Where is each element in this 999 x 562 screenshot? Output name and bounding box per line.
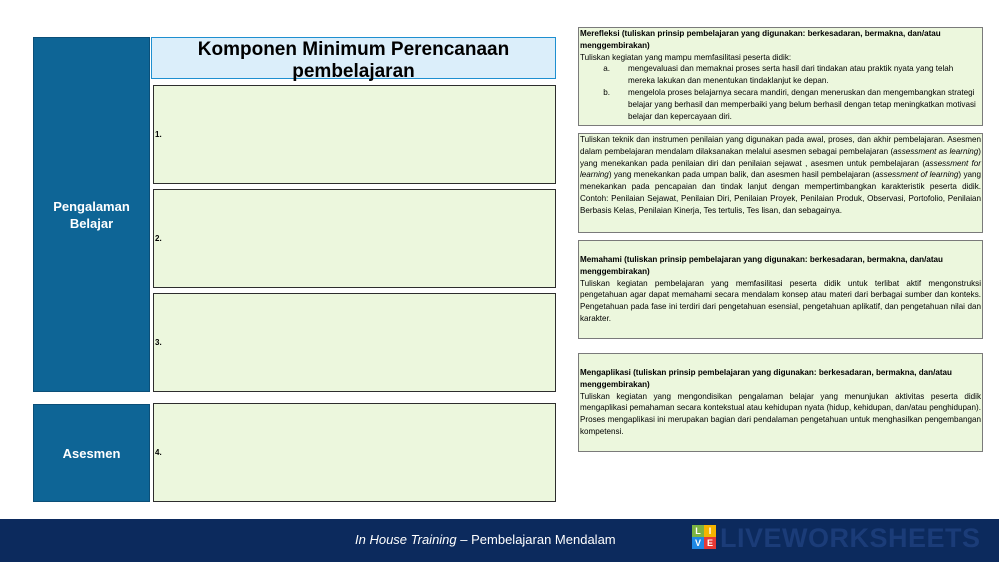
- memahami-heading: Memahami (tuliskan prinsip pembelajaran yang digunakan: berkesadaran, bermakna, dan/atau menggembirakan): [580, 255, 943, 276]
- info-mengaplikasi: [578, 353, 983, 452]
- memahami-body: Tuliskan kegiatan pembelajaran yang memfasilitasi peserta didik untuk terlibat aktif mengonstruksi pengetahuan agar dapat memahami secara mendalam konsep atau materi dari berbagai sumber dan konteks. Pengetahuan pada fase ini terdiri dari pengetahuan esensial, pengetahuan aplikatif, dan pengetahuan nilai dan karakter.: [580, 278, 981, 323]
- mengaplikasi-heading: Mengaplikasi (tuliskan prinsip pembelajaran yang digunakan: berkesadaran, bermakna, dan/atau menggembirakan): [580, 368, 952, 389]
- answer-number: 2.: [155, 234, 162, 243]
- answer-number: 4.: [155, 448, 162, 457]
- footer-bar: [0, 519, 999, 562]
- liveworksheets-logo-icon: L I V E: [692, 525, 716, 549]
- footer-caption: In House Training – Pembelajaran Mendalam: [355, 532, 616, 547]
- list-item: [580, 63, 981, 87]
- sidebar-pengalaman-label: Pengalaman Belajar: [53, 198, 130, 231]
- answer-box-2[interactable]: [153, 189, 556, 288]
- list-item: [580, 87, 981, 122]
- list-text: mengelola proses belajarnya secara mandiri, dengan meneruskan dan mengembangkan strategi belajar yang berhasil dan memperbaiki yang belum berhasil dengan tetap meningkatkan motivasi belajar dan kepercayaan diri.: [628, 87, 976, 121]
- asesmen-text: Tuliskan teknik dan instrumen penilaian yang digunakan pada awal, proses, dan akhir pembelajaran. Asesmen dalam pembelajaran mendalam dilaksanakan melalui asesmen sebagai pembelajaran (assessment as learning) yang menekankan pada penilaian diri dan penilaian sejawat , asesmen untuk pembelajaran (assessment for learning) yang menekankan pada umpan balik, dan asesmen hasil pembelajaran (assessment of learning) yang menekankan pada pencapaian dan tindak lanjut dengan mempertimbangkan karakteristik peserta didik. Contoh: Penilaian Sejawat, Penilaian Diri, Penilaian Proyek, Penilaian Produk, Observasi, Portofolio, Penilaian Berbasis Kelas, Penilaian Kinerja, Tes tertulis, Tes lisan, dan sebagainya.: [580, 135, 981, 215]
- info-memahami: [578, 240, 983, 339]
- mengaplikasi-body: Tuliskan kegiatan yang mengondisikan pengalaman belajar yang menunjukan aktivitas peserta didik mengaplikasi pemahaman secara kontekstual atau kehidupan nyata (hidup, kehidupan, dan/atau penghidupan). Proses mengaplikasi ini merupakan bagian dari pendalaman pengetahuan untuk menghasilkan pengembangan kompetensi.: [580, 391, 981, 436]
- answer-number: 3.: [155, 338, 162, 347]
- list-marker: a.: [603, 64, 610, 74]
- sidebar-asesmen-label: Asesmen: [62, 445, 121, 461]
- answer-box-4[interactable]: [153, 403, 556, 502]
- answer-number: 1.: [155, 130, 162, 139]
- answer-box-1[interactable]: [153, 85, 556, 184]
- merefleksi-intro: Tuliskan kegiatan yang mampu memfasilitasi peserta didik:: [580, 52, 792, 62]
- answer-box-3[interactable]: [153, 293, 556, 392]
- info-asesmen: [578, 133, 983, 233]
- sidebar-asesmen: [33, 404, 150, 502]
- list-marker: b.: [603, 87, 610, 97]
- list-text: mengevaluasi dan memaknai proses serta hasil dari tindakan atau praktik nyata yang telah mereka lakukan dan menentukan tindaklanjut ke depan.: [628, 64, 954, 86]
- page-title: Komponen Minimum Perencanaan pembelajaran: [151, 37, 556, 79]
- info-merefleksi: [578, 27, 983, 126]
- liveworksheets-wordmark: LIVEWORKSHEETS: [720, 523, 981, 553]
- sidebar-pengalaman-belajar: [33, 37, 150, 392]
- merefleksi-heading: Merefleksi (tuliskan prinsip pembelajaran yang digunakan: berkesadaran, bermakna, dan/atau menggembirakan): [580, 29, 941, 50]
